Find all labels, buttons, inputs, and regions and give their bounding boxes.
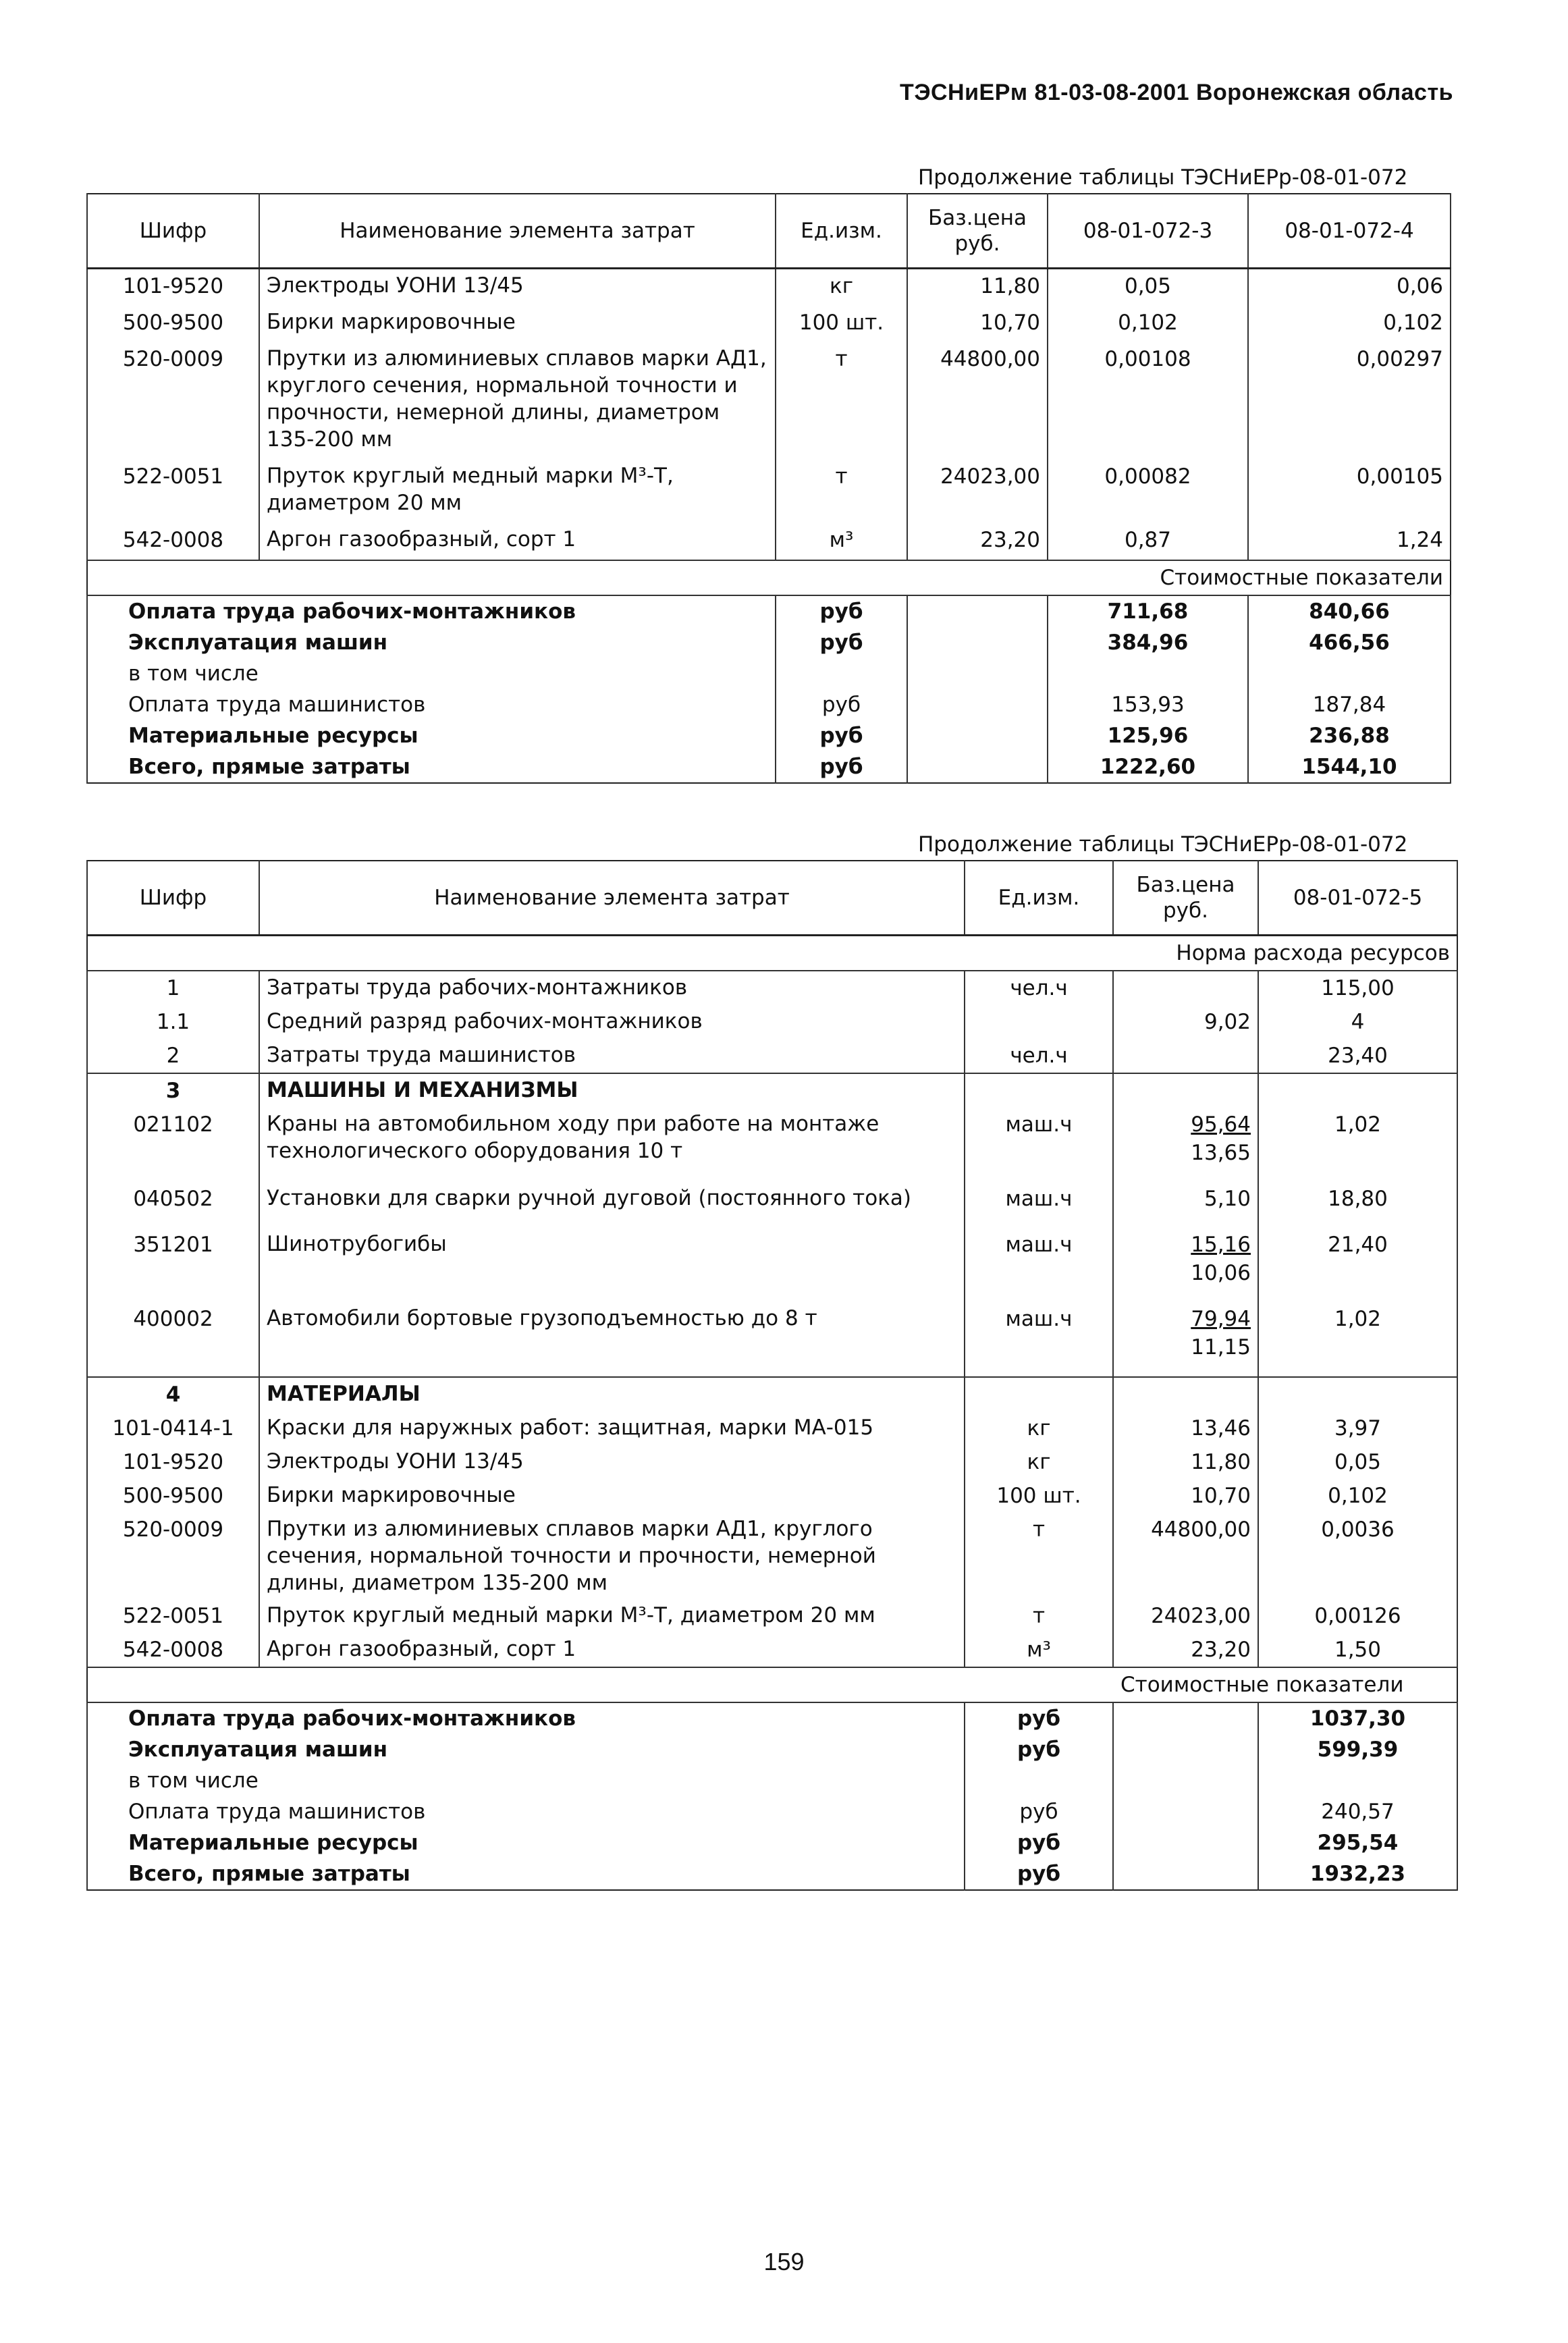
cell-name: Прутки из алюминиевых сплавов марки АД1, круглого сечения, нормальной точности и прочности, немерной длины, диаметром 135-200 мм: [259, 342, 776, 460]
table-row: [87, 1108, 1457, 1182]
cost-variant-1: 295,54: [1258, 1827, 1457, 1858]
table-row: [87, 1073, 1457, 1108]
table-row: [87, 1377, 1457, 1411]
table-row: [87, 460, 1451, 523]
cell-price: [1113, 1445, 1258, 1479]
cell-name: Бирки маркировочные: [259, 306, 776, 342]
cell-variant-1: 0,0036: [1258, 1513, 1457, 1599]
cell-variant-1: 21,40: [1258, 1228, 1457, 1302]
cell-unit: т: [965, 1513, 1113, 1599]
cost-variant-2: 236,88: [1248, 720, 1451, 751]
cell-unit: чел.ч: [965, 1039, 1113, 1073]
section-row: [87, 935, 1457, 971]
cost-name: в том числе: [87, 1765, 965, 1796]
col-header-name: Наименование элемента затрат: [259, 194, 776, 268]
cell-name: Краски для наружных работ: защитная, марки МА-015: [259, 1411, 965, 1445]
table-row: [87, 1302, 1457, 1377]
cell-variant-1: 0,87: [1048, 523, 1248, 560]
cost-variant-1: 1037,30: [1258, 1702, 1457, 1734]
cell-price: [1113, 1599, 1258, 1633]
cost-unit: руб: [776, 627, 907, 658]
cost-variant-2: 466,56: [1248, 627, 1451, 658]
cost-variant-1: 711,68: [1048, 595, 1248, 627]
cost-unit: руб: [776, 720, 907, 751]
cell-variant-1: 23,40: [1258, 1039, 1457, 1073]
cost-row: [87, 658, 1451, 689]
table-row: [87, 523, 1451, 560]
cost-row: [87, 1765, 1457, 1796]
cell-price: [1113, 1005, 1258, 1039]
cost-name: Материальные ресурсы: [87, 1827, 965, 1858]
cost-variant-1: [1258, 1765, 1457, 1796]
section-row: [87, 560, 1451, 595]
cell-price-machinist-wage: 11,15: [1191, 1335, 1251, 1359]
cell-variant-1: 0,00108: [1048, 342, 1248, 460]
cell-code: 1.1: [87, 1005, 259, 1039]
table-row: [87, 1445, 1457, 1479]
col-header-unit: Ед.изм.: [776, 194, 907, 268]
cell-variant-1: 1,50: [1258, 1633, 1457, 1667]
cost-price-empty: [907, 658, 1048, 689]
cell-price-value: 11,80: [1191, 1449, 1251, 1474]
cell-code: 3: [87, 1073, 259, 1108]
cost-unit: [776, 658, 907, 689]
cell-code: 500-9500: [87, 306, 259, 342]
cell-price: [1113, 1411, 1258, 1445]
cell-price-value: 44800,00: [1151, 1517, 1251, 1542]
cell-code: 400002: [87, 1302, 259, 1377]
col-header-variant-1: 08-01-072-5: [1258, 861, 1457, 935]
cost-unit: [965, 1765, 1113, 1796]
cell-price-value: 15,16: [1191, 1232, 1251, 1257]
cost-unit: руб: [965, 1734, 1113, 1765]
cost-variant-1: 240,57: [1258, 1796, 1457, 1827]
cost-row: [87, 1702, 1457, 1734]
cell-variant-1: 4: [1258, 1005, 1457, 1039]
cell-price-value: 79,94: [1191, 1306, 1251, 1331]
cell-name: Электроды УОНИ 13/45: [259, 268, 776, 306]
cell-price: [1113, 1513, 1258, 1599]
cell-variant-1: 0,05: [1048, 268, 1248, 306]
cell-price: [1113, 1182, 1258, 1228]
table2-continuation-label: Продолжение таблицы ТЭСНиЕРр-08-01-072: [918, 832, 1408, 857]
cost-unit: руб: [965, 1702, 1113, 1734]
cell-variant-1: 0,05: [1258, 1445, 1457, 1479]
cell-price: 23,20: [907, 523, 1048, 560]
table-row: [87, 342, 1451, 460]
cell-price-machinist-wage: 10,06: [1191, 1260, 1251, 1285]
cell-unit: кг: [965, 1445, 1113, 1479]
cost-unit: руб: [965, 1858, 1113, 1890]
col-header-name: Наименование элемента затрат: [259, 861, 965, 935]
cost-row: [87, 1827, 1457, 1858]
cost-variant-1: 599,39: [1258, 1734, 1457, 1765]
cell-variant-2: 0,06: [1248, 268, 1451, 306]
cost-price-empty: [907, 751, 1048, 783]
cell-name: Установки для сварки ручной дуговой (постоянного тока): [259, 1182, 965, 1228]
cell-variant-2: 1,24: [1248, 523, 1451, 560]
cell-code: 520-0009: [87, 342, 259, 460]
cell-name: Электроды УОНИ 13/45: [259, 1445, 965, 1479]
cost-name: Материальные ресурсы: [87, 720, 776, 751]
cell-variant-1: 0,102: [1258, 1479, 1457, 1513]
cell-name: Бирки маркировочные: [259, 1479, 965, 1513]
cost-variant-1: 1932,23: [1258, 1858, 1457, 1890]
table-row: [87, 1479, 1457, 1513]
cell-code: 522-0051: [87, 1599, 259, 1633]
cost-section-label: Стоимостные показатели: [87, 560, 1451, 595]
cell-price-value: 9,02: [1204, 1009, 1251, 1034]
cell-name: Затраты труда рабочих-монтажников: [259, 971, 965, 1005]
cell-unit: [965, 1005, 1113, 1039]
cell-unit: маш.ч: [965, 1302, 1113, 1377]
cost-variant-1: [1048, 658, 1248, 689]
cell-variant-1: 0,00082: [1048, 460, 1248, 523]
table-row: [87, 1005, 1457, 1039]
section-row: [87, 1667, 1457, 1702]
table-row: [87, 1411, 1457, 1445]
cell-variant-1: 1,02: [1258, 1108, 1457, 1182]
cost-name: Эксплуатация машин: [87, 1734, 965, 1765]
table-row: [87, 1228, 1457, 1302]
cost-price-empty: [1113, 1702, 1258, 1734]
cell-price: [1113, 1228, 1258, 1302]
cell-name: МАТЕРИАЛЫ: [259, 1377, 965, 1411]
cell-variant-2: 0,00105: [1248, 460, 1451, 523]
cost-price-empty: [1113, 1734, 1258, 1765]
cell-price: [1113, 1073, 1258, 1108]
col-header-variant-1: 08-01-072-3: [1048, 194, 1248, 268]
cell-variant-1: 0,00126: [1258, 1599, 1457, 1633]
cost-price-empty: [907, 595, 1048, 627]
cell-name: Аргон газообразный, сорт 1: [259, 523, 776, 560]
cell-price: 44800,00: [907, 342, 1048, 460]
cell-variant-1: [1258, 1377, 1457, 1411]
cell-variant-1: 115,00: [1258, 971, 1457, 1005]
cost-section-label: Стоимостные показатели: [87, 1667, 1457, 1702]
cell-code: 1: [87, 971, 259, 1005]
cell-name: Прутки из алюминиевых сплавов марки АД1, круглого сечения, нормальной точности и прочности, немерной длины, диаметром 135-200 мм: [259, 1513, 965, 1599]
cell-code: 101-9520: [87, 268, 259, 306]
cost-price-empty: [1113, 1796, 1258, 1827]
cell-price-machinist-wage: 13,65: [1191, 1140, 1251, 1165]
cell-variant-1: 0,102: [1048, 306, 1248, 342]
table-row: [87, 1599, 1457, 1633]
col-header-unit: Ед.изм.: [965, 861, 1113, 935]
cell-price: [1113, 1633, 1258, 1667]
cell-price-value: 10,70: [1191, 1483, 1251, 1508]
cost-row: [87, 751, 1451, 783]
cell-price: [1113, 1479, 1258, 1513]
cell-variant-1: 3,97: [1258, 1411, 1457, 1445]
cell-price-value: 95,64: [1191, 1112, 1251, 1137]
cost-name: Оплата труда машинистов: [87, 689, 776, 720]
cost-name: Оплата труда рабочих-монтажников: [87, 1702, 965, 1734]
cost-unit: руб: [965, 1827, 1113, 1858]
cell-code: 542-0008: [87, 523, 259, 560]
cost-row: [87, 1858, 1457, 1890]
cell-name: Автомобили бортовые грузоподъемностью до 8 т: [259, 1302, 965, 1377]
cell-unit: м³: [965, 1633, 1113, 1667]
cell-code: 101-0414-1: [87, 1411, 259, 1445]
table1-continuation-label: Продолжение таблицы ТЭСНиЕРр-08-01-072: [918, 165, 1408, 190]
col-header-price: Баз.цена руб.: [1113, 861, 1258, 935]
cost-variant-2: 1544,10: [1248, 751, 1451, 783]
cell-code: 522-0051: [87, 460, 259, 523]
cell-variant-1: 18,80: [1258, 1182, 1457, 1228]
cell-name: МАШИНЫ И МЕХАНИЗМЫ: [259, 1073, 965, 1108]
cell-price: [1113, 1302, 1258, 1377]
cost-price-empty: [1113, 1858, 1258, 1890]
cell-price: 24023,00: [907, 460, 1048, 523]
cell-price: [1113, 1377, 1258, 1411]
cost-price-empty: [907, 689, 1048, 720]
cost-variant-2: [1248, 658, 1451, 689]
cost-price-empty: [907, 627, 1048, 658]
cell-variant-2: 0,00297: [1248, 342, 1451, 460]
cell-name: Шинотрубогибы: [259, 1228, 965, 1302]
cost-unit: руб: [776, 595, 907, 627]
cell-code: 040502: [87, 1182, 259, 1228]
page-number: 159: [763, 2248, 805, 2275]
cost-variant-1: 125,96: [1048, 720, 1248, 751]
cost-name: Эксплуатация машин: [87, 627, 776, 658]
cell-code: 500-9500: [87, 1479, 259, 1513]
cost-name: Всего, прямые затраты: [87, 1858, 965, 1890]
cost-variant-2: 840,66: [1248, 595, 1451, 627]
cost-unit: руб: [776, 689, 907, 720]
cost-unit: руб: [776, 751, 907, 783]
cell-name: Затраты труда машинистов: [259, 1039, 965, 1073]
col-header-code: Шифр: [87, 194, 259, 268]
cell-unit: т: [776, 460, 907, 523]
table-row: [87, 268, 1451, 306]
cell-code: 351201: [87, 1228, 259, 1302]
cell-variant-1: 1,02: [1258, 1302, 1457, 1377]
cell-name: Аргон газообразный, сорт 1: [259, 1633, 965, 1667]
cell-unit: 100 шт.: [776, 306, 907, 342]
cell-price-value: 13,46: [1191, 1416, 1251, 1440]
resource-table-1: [86, 193, 1451, 784]
cost-row: [87, 1734, 1457, 1765]
col-header-variant-2: 08-01-072-4: [1248, 194, 1451, 268]
cell-code: 021102: [87, 1108, 259, 1182]
cell-unit: чел.ч: [965, 971, 1113, 1005]
cost-row: [87, 1796, 1457, 1827]
cost-variant-1: 153,93: [1048, 689, 1248, 720]
cell-code: 101-9520: [87, 1445, 259, 1479]
cell-unit: м³: [776, 523, 907, 560]
cell-unit: [965, 1377, 1113, 1411]
cost-price-empty: [1113, 1827, 1258, 1858]
cell-name: Пруток круглый медный марки М³-Т, диаметром 20 мм: [259, 1599, 965, 1633]
table-row: [87, 1633, 1457, 1667]
cell-unit: кг: [965, 1411, 1113, 1445]
resource-table-2: [86, 860, 1458, 1891]
cell-code: 2: [87, 1039, 259, 1073]
cell-unit: маш.ч: [965, 1108, 1113, 1182]
cost-row: [87, 595, 1451, 627]
cost-price-empty: [1113, 1765, 1258, 1796]
cell-unit: [965, 1073, 1113, 1108]
cell-variant-1: [1258, 1073, 1457, 1108]
col-header-code: Шифр: [87, 861, 259, 935]
cost-variant-1: 1222,60: [1048, 751, 1248, 783]
norm-section-label: Норма расхода ресурсов: [87, 935, 1457, 971]
cost-name: Оплата труда машинистов: [87, 1796, 965, 1827]
cell-code: 520-0009: [87, 1513, 259, 1599]
col-header-price: Баз.цена руб.: [907, 194, 1048, 268]
cost-variant-2: 187,84: [1248, 689, 1451, 720]
cell-code: 542-0008: [87, 1633, 259, 1667]
cell-name: Пруток круглый медный марки М³-Т, диаметром 20 мм: [259, 460, 776, 523]
cell-name: Краны на автомобильном ходу при работе на монтаже технологического оборудования 10 т: [259, 1108, 965, 1182]
document-header-title: ТЭСНиЕРм 81-03-08-2001 Воронежская область: [900, 80, 1453, 105]
cell-unit: маш.ч: [965, 1182, 1113, 1228]
cell-price-value: 23,20: [1191, 1637, 1251, 1662]
cost-price-empty: [907, 720, 1048, 751]
table-row: [87, 1182, 1457, 1228]
cell-price: [1113, 1108, 1258, 1182]
cell-unit: т: [776, 342, 907, 460]
cost-variant-1: 384,96: [1048, 627, 1248, 658]
cell-price: 11,80: [907, 268, 1048, 306]
cost-row: [87, 627, 1451, 658]
table-row: [87, 1513, 1457, 1599]
cell-unit: т: [965, 1599, 1113, 1633]
table-row: [87, 306, 1451, 342]
table-row: [87, 971, 1457, 1005]
cell-variant-2: 0,102: [1248, 306, 1451, 342]
cell-unit: маш.ч: [965, 1228, 1113, 1302]
cell-price: [1113, 971, 1258, 1005]
cost-name: Оплата труда рабочих-монтажников: [87, 595, 776, 627]
cell-name: Средний разряд рабочих-монтажников: [259, 1005, 965, 1039]
cost-name: в том числе: [87, 658, 776, 689]
cost-row: [87, 720, 1451, 751]
cell-unit: 100 шт.: [965, 1479, 1113, 1513]
cost-row: [87, 689, 1451, 720]
table-row: [87, 1039, 1457, 1073]
cost-name: Всего, прямые затраты: [87, 751, 776, 783]
cost-unit: руб: [965, 1796, 1113, 1827]
cell-price: [1113, 1039, 1258, 1073]
cell-code: 4: [87, 1377, 259, 1411]
cell-unit: кг: [776, 268, 907, 306]
cell-price: 10,70: [907, 306, 1048, 342]
cell-price-value: 24023,00: [1151, 1603, 1251, 1628]
cell-price-value: 5,10: [1204, 1186, 1251, 1211]
